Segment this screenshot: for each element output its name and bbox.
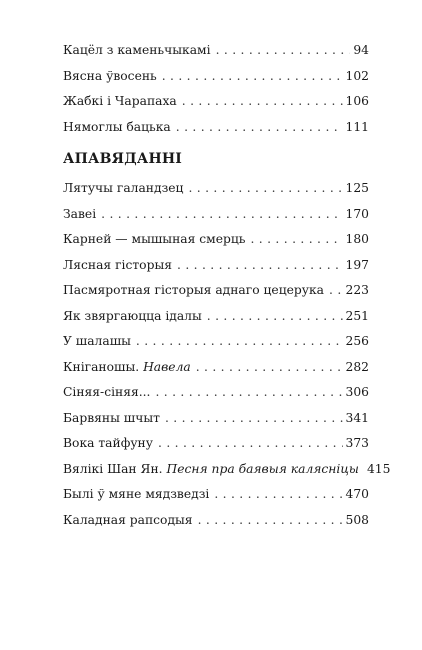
toc-entry[interactable] [63, 253, 369, 279]
toc-entry[interactable] [63, 64, 369, 90]
toc-entry[interactable] [63, 457, 391, 483]
toc-entry[interactable] [63, 355, 369, 381]
toc-entry-title: Нямоглы бацька [63, 119, 171, 134]
toc-leader-dots [214, 482, 342, 508]
toc-entry-title: Жабкі і Чарапаха [63, 94, 177, 108]
toc-leader-dots [182, 89, 343, 115]
toc-entry-title [63, 355, 191, 381]
toc-entry-title: Сіняя-сіняя... [63, 385, 151, 399]
toc-entry-page: 373 [345, 436, 369, 450]
toc-leader-dots [101, 202, 342, 228]
toc-entry[interactable] [63, 329, 369, 355]
toc-entry-page: 197 [345, 257, 369, 272]
toc-leader-dots [250, 227, 342, 253]
toc-leader-dots [158, 431, 343, 457]
toc-entry[interactable] [63, 431, 369, 457]
toc-entry-page: 282 [345, 359, 369, 374]
toc-entry-page: 470 [345, 487, 369, 501]
toc-entry[interactable] [63, 89, 369, 115]
toc-entry-page: 111 [345, 119, 369, 134]
toc-leader-dots [216, 38, 351, 64]
toc-entry[interactable] [63, 482, 369, 508]
toc-entry[interactable] [63, 508, 369, 534]
section-heading: АПАВЯДАННІ [63, 151, 183, 167]
toc-entry-title: Кацёл з каменьчыкамі [63, 43, 211, 57]
toc-leader-dots [188, 176, 342, 202]
toc-entry-page: 180 [345, 232, 369, 246]
toc-entry-page: 170 [345, 206, 369, 221]
toc-entry-page: 106 [345, 94, 369, 108]
toc-leader-dots [207, 304, 343, 330]
toc-entry-subtitle: Навела [143, 359, 191, 374]
toc-entry-title: Лясная гісторыя [63, 257, 172, 272]
toc-entry-page: 251 [345, 308, 369, 323]
toc-entry-title: Каладная рапсодыя [63, 512, 193, 527]
toc-leader-dots [196, 355, 343, 381]
toc-entry-page: 415 [366, 461, 391, 476]
toc-leader-dots [198, 508, 343, 534]
toc-entry[interactable] [63, 278, 369, 304]
toc-entry-title: Вока тайфуну [63, 436, 153, 450]
toc-entry-page: 341 [345, 410, 369, 425]
toc-entry[interactable] [63, 406, 369, 432]
toc-leader-dots [136, 329, 343, 355]
table-of-contents-stories [63, 176, 391, 533]
toc-entry-subtitle: Песня пра баявыя калясніцы [166, 461, 359, 476]
toc-entry-page: 223 [345, 283, 369, 297]
toc-entry-page: 306 [345, 385, 369, 399]
toc-entry-title [63, 457, 359, 483]
toc-entry-page: 102 [345, 68, 369, 83]
toc-entry[interactable] [63, 304, 369, 330]
toc-entry-title: Карней — мышыная смерць [63, 232, 246, 246]
toc-entry-page: 125 [345, 181, 369, 195]
toc-entry-title: Пасмяротная гісторыя аднаго цецерука [63, 283, 325, 297]
toc-entry-page: 508 [345, 512, 369, 527]
toc-leader-dots [155, 380, 342, 406]
toc-leader-dots [329, 278, 343, 304]
toc-entry-title: Былі ў мяне мядзведзі [63, 487, 210, 501]
toc-entry[interactable] [63, 38, 369, 64]
toc-entry-title: Барвяны шчыт [63, 410, 160, 425]
toc-entry[interactable] [63, 115, 369, 141]
toc-entry-title-main: Кніганошы. [63, 359, 140, 374]
toc-entry-page: 256 [345, 334, 369, 348]
toc-entry-title: Як звяргаюцца ідалы [63, 308, 202, 323]
toc-leader-dots [177, 253, 343, 279]
toc-entry-title: Вясна ўвосень [63, 68, 157, 83]
toc-entry-title: Завеі [63, 206, 97, 221]
toc-entry-title: Лятучы галандзец [63, 181, 184, 195]
toc-entry[interactable] [63, 202, 369, 228]
toc-entry-title-main: Вялікі Шан Ян. [63, 461, 163, 476]
toc-leader-dots [165, 406, 343, 432]
toc-entry-page: 94 [353, 43, 369, 57]
toc-entry-title: У шалашы [63, 334, 131, 348]
toc-leader-dots [176, 115, 343, 141]
toc-entry[interactable] [63, 227, 369, 253]
table-of-contents-top [63, 38, 369, 140]
toc-entry[interactable] [63, 380, 369, 406]
toc-entry[interactable] [63, 176, 369, 202]
toc-leader-dots [162, 64, 343, 90]
